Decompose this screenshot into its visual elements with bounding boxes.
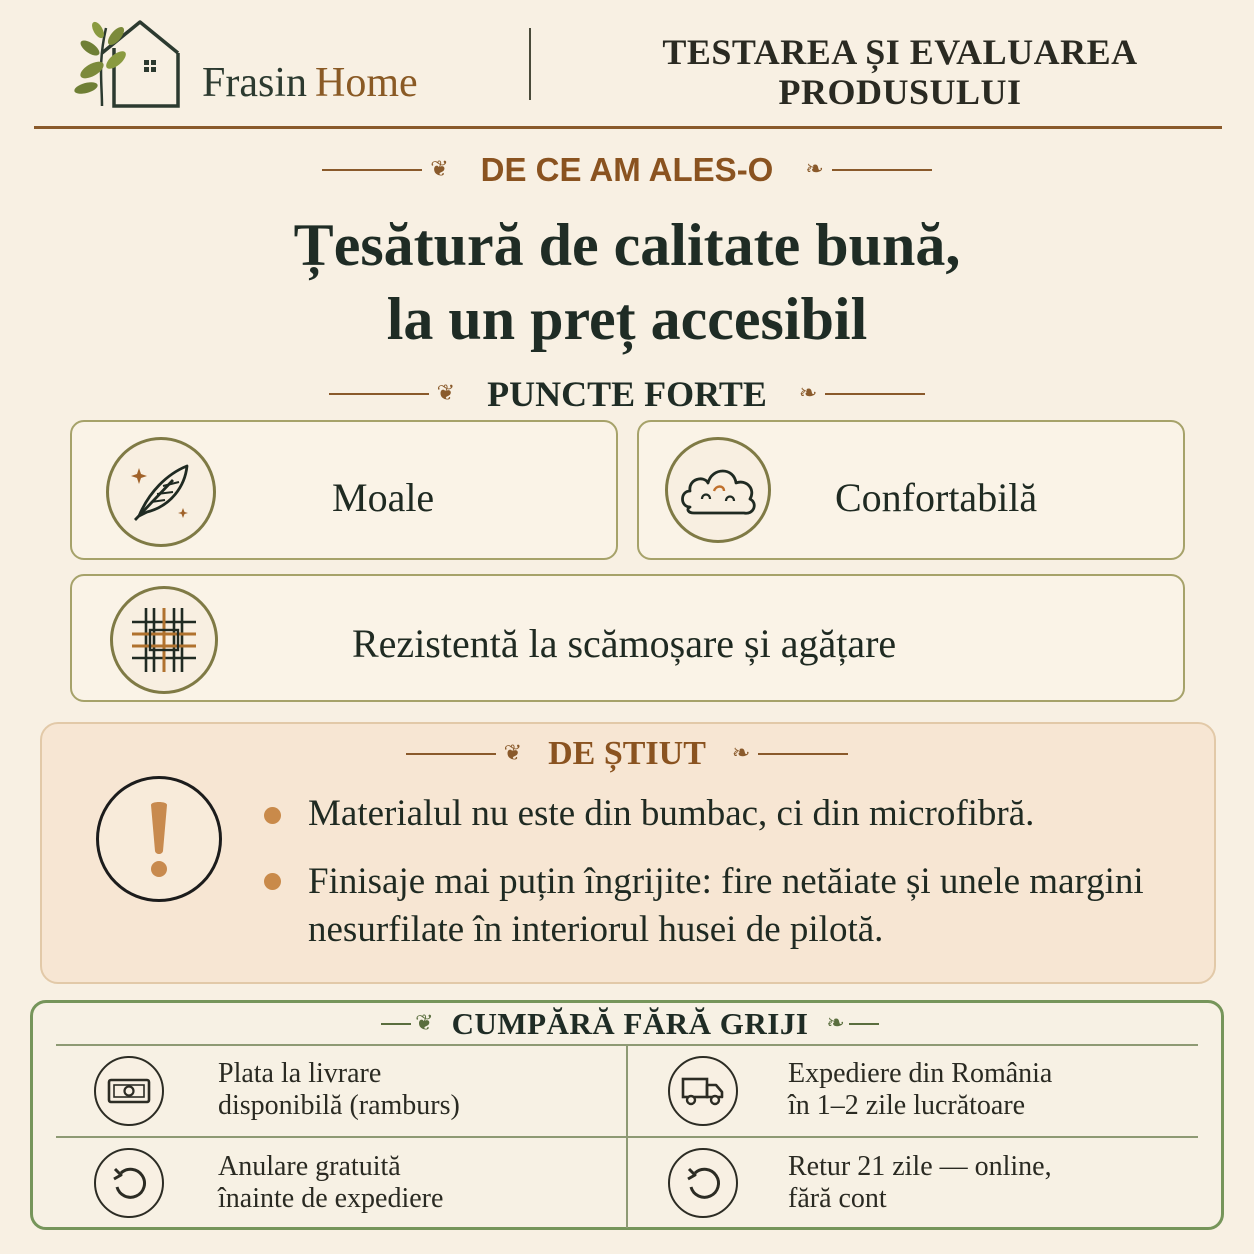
return-icon [668, 1148, 738, 1218]
strength-label-soft: Moale [332, 475, 435, 520]
why-heading [0, 148, 1254, 192]
leaf-ornament-icon: ❧ [731, 741, 751, 766]
brand-part1: Frasin [202, 60, 307, 106]
feather-icon [106, 437, 216, 547]
ornament-line [825, 393, 925, 395]
service-line: Retur 21 zile — online, [788, 1151, 1052, 1182]
strength-card-soft [70, 420, 618, 560]
strength-card-comfort [637, 420, 1185, 560]
service-line: Anulare gratuită [218, 1151, 401, 1182]
know-label: DE ȘTIUT [548, 735, 706, 772]
leaf-ornament-icon: ❦ [415, 1011, 434, 1036]
leaf-ornament-icon: ❧ [798, 381, 818, 406]
service-line: fără cont [788, 1183, 887, 1214]
headline-line1: Țesătură de calitate bună, [293, 212, 961, 278]
truck-icon [668, 1056, 738, 1126]
ornament-line [381, 1023, 411, 1025]
service-line: Expediere din România [788, 1058, 1053, 1089]
service-line: Plata la livrare [218, 1058, 382, 1089]
buy-label: CUMPĂRĂ FĂRĂ GRIJI [451, 1006, 809, 1041]
ornament-line [322, 169, 422, 171]
service-shipping [788, 1058, 1188, 1122]
ornament-line [849, 1023, 879, 1025]
strengths-label: PUNCTE FORTE [487, 374, 767, 414]
cloud-icon [665, 437, 771, 543]
header-rule [34, 126, 1222, 129]
service-cash-on-delivery [218, 1058, 618, 1122]
ornament-line [329, 393, 429, 395]
service-return-policy [788, 1151, 1188, 1215]
strengths-heading [0, 372, 1254, 416]
brand-part2: Home [315, 60, 418, 106]
logo-icon [72, 8, 187, 113]
leaf-ornament-icon: ❦ [503, 741, 523, 766]
buy-heading [360, 1004, 900, 1044]
know-bullet-2: Finisaje mai puțin îngrijite: fire netăiate și unele margini nesurfilate în interiorul husei de pilotă. [308, 861, 1144, 950]
strength-card-resistant [70, 574, 1185, 702]
service-line: disponibilă (ramburs) [218, 1090, 460, 1121]
table-divider [626, 1045, 628, 1228]
know-bullet-1: Materialul nu este din bumbac, ci din microfibră. [308, 793, 1035, 834]
header-divider [529, 28, 531, 100]
service-free-cancellation [218, 1151, 618, 1215]
leaf-ornament-icon: ❧ [805, 157, 824, 182]
main-headline [0, 208, 1254, 356]
leaf-ornament-icon: ❧ [826, 1011, 845, 1036]
page-title: TESTAREA ȘI EVALUAREA PRODUSULUI [662, 32, 1138, 112]
undo-icon [94, 1148, 164, 1218]
strength-label-comfort: Confortabilă [835, 475, 1038, 520]
cash-icon [94, 1056, 164, 1126]
exclamation-icon [96, 776, 222, 902]
service-line: înainte de expediere [218, 1183, 444, 1214]
ornament-line [832, 169, 932, 171]
strength-label-resistant: Rezistentă la scămoșare și agățare [352, 621, 897, 666]
headline-line2: la un preț accesibil [386, 286, 868, 352]
bullet-dot [264, 873, 281, 890]
ornament-line [406, 753, 496, 755]
leaf-ornament-icon: ❦ [436, 381, 456, 406]
know-heading [380, 734, 874, 774]
ornament-line [758, 753, 848, 755]
leaf-ornament-icon: ❦ [430, 157, 449, 182]
service-line: în 1–2 zile lucrătoare [788, 1090, 1026, 1121]
bullet-dot [264, 807, 281, 824]
woven-fabric-icon [110, 586, 218, 694]
brand-name [202, 58, 418, 108]
why-label: DE CE AM ALES-O [480, 151, 774, 188]
